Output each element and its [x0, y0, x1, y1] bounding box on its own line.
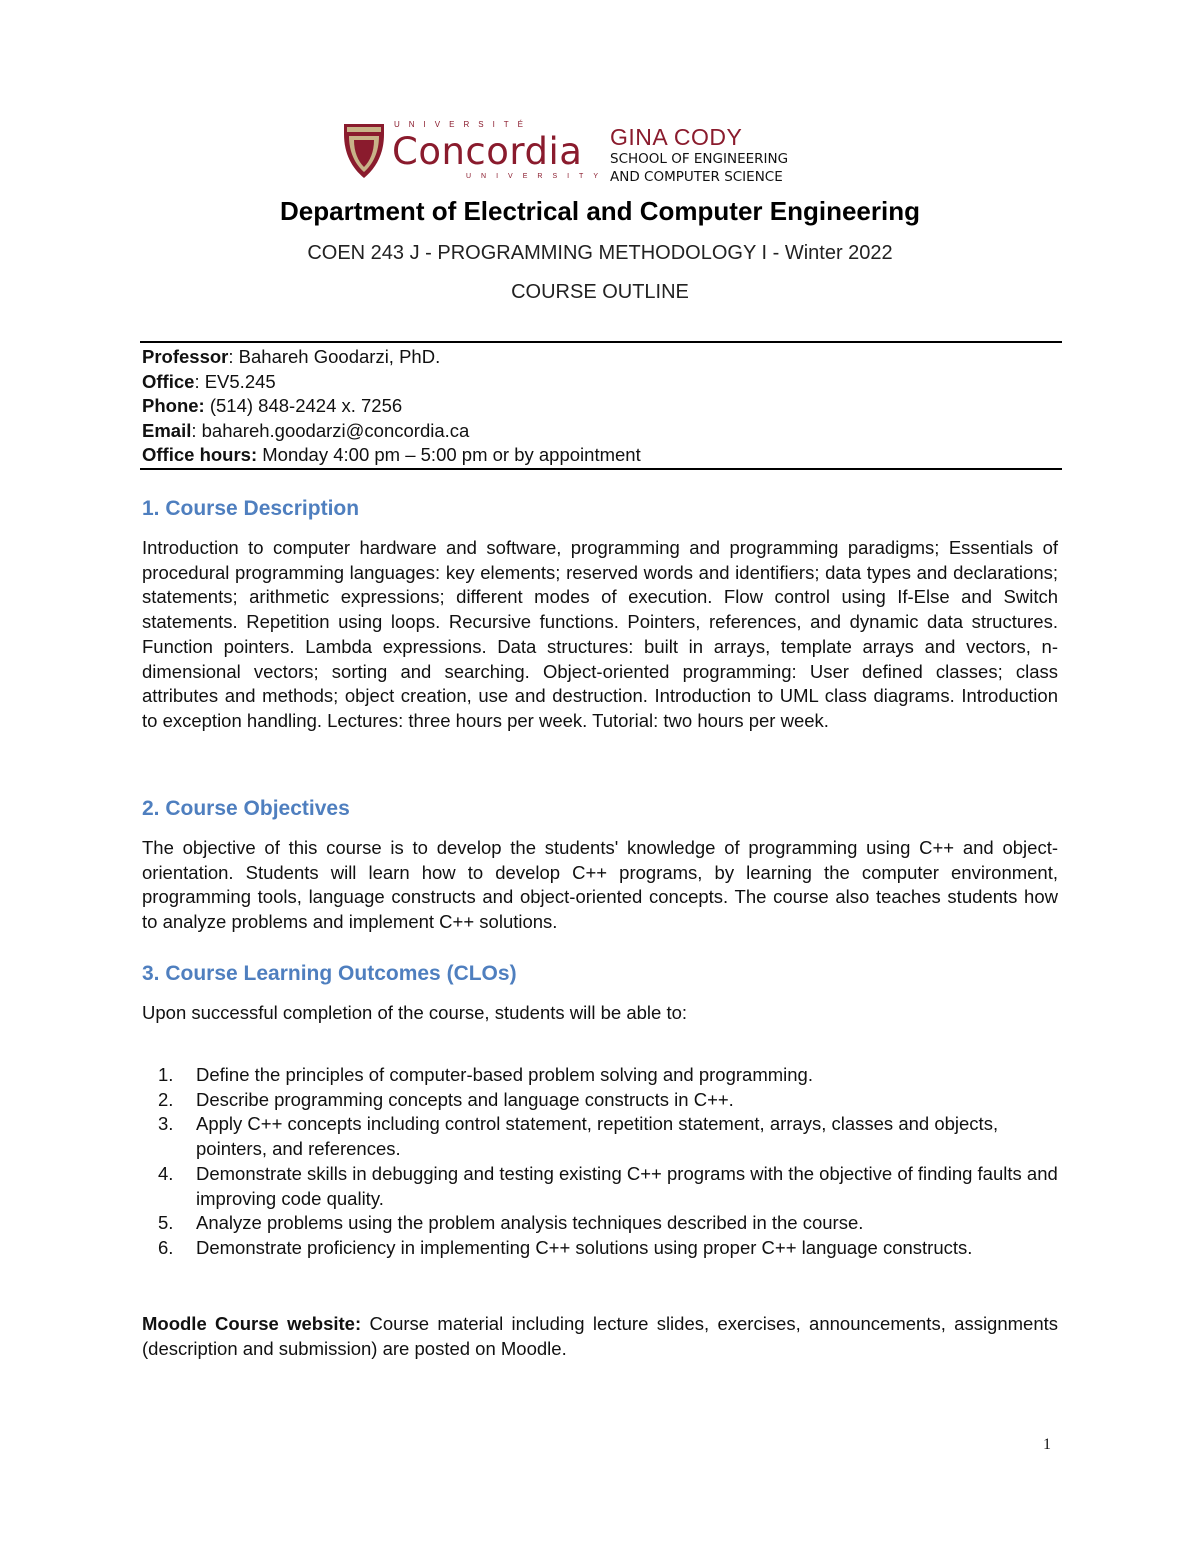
list-item [142, 1236, 1058, 1261]
section-heading-clos: 3. Course Learning Outcomes (CLOs) [142, 962, 517, 985]
office-line [142, 370, 641, 395]
list-item-text: Apply C++ concepts including control statement, repetition statement, arrays, classes and objects, pointers, and references. [196, 1113, 999, 1160]
list-item-text: Define the principles of computer-based problem solving and programming. [196, 1064, 813, 1085]
clos-intro: Upon successful completion of the course, students will be able to: [142, 1002, 688, 1023]
department-title: Department of Electrical and Computer Engineering [280, 196, 920, 226]
school-line-1: SCHOOL OF ENGINEERING [610, 151, 789, 167]
logo-universite: UNIVERSITÉ [394, 120, 533, 129]
phone-label: Phone: [142, 395, 205, 417]
list-item [142, 1112, 1058, 1161]
email-line [142, 419, 641, 444]
moodle-text: Course material including lecture slides, exercises, announcements, assignments (description and submission) are posted on Moodle. [142, 1313, 1059, 1359]
moodle-label: Moodle Course website: [142, 1313, 362, 1334]
professor-value: : Bahareh Goodarzi, PhD. [228, 346, 441, 367]
section-heading-description: 1. Course Description [142, 497, 360, 520]
list-item-number: 5. [158, 1212, 174, 1234]
logo-wordmark: Concordia [392, 130, 583, 173]
list-item-number: 3. [158, 1113, 174, 1135]
list-item [142, 1088, 1058, 1113]
list-item-text: Describe programming concepts and language constructs in C++. [196, 1088, 734, 1110]
list-item-number: 6. [158, 1236, 174, 1258]
list-item [142, 1162, 1058, 1211]
phone-line [142, 394, 641, 419]
school-title: GINA CODY [610, 124, 743, 150]
list-item-text: Demonstrate skills in debugging and testing existing C++ programs with the objective of finding faults and improving code quality. [196, 1162, 1058, 1209]
contact-top-rule [140, 341, 1062, 343]
section-heading-objectives: 2. Course Objectives [142, 797, 350, 820]
school-line-2: AND COMPUTER SCIENCE [610, 169, 783, 185]
office-hours-value: Monday 4:00 pm – 5:00 pm or by appointment [257, 444, 641, 466]
office-hours-label: Office hours: [142, 444, 258, 466]
professor-label: Professor [142, 346, 229, 367]
list-item-text: Demonstrate proficiency in implementing C++ solutions using proper C++ language constructs. [196, 1236, 973, 1258]
office-hours-line [142, 443, 641, 468]
moodle-note [142, 1312, 1058, 1361]
contact-bottom-rule [140, 468, 1062, 470]
course-objectives-text: The objective of this course is to develop the students' knowledge of programming using C++ and object-orientation. Students will learn how to develop C++ programs, by learning the computer environment, programming tools, language constructs and object-oriented concepts. The course also teaches students how to analyze problems and implement C++ solutions. [142, 837, 1058, 933]
page-number: 1 [1043, 1436, 1051, 1453]
phone-value: (514) 848-2424 x. 7256 [204, 395, 403, 417]
course-title: COEN 243 J - PROGRAMMING METHODOLOGY I - Winter 2022 [307, 242, 893, 264]
document-type: COURSE OUTLINE [511, 281, 689, 303]
list-item-number: 1. [158, 1064, 174, 1085]
list-item [142, 1211, 1058, 1236]
logo-university: UNIVERSITY [466, 173, 609, 180]
contact-info [142, 345, 641, 468]
office-label: Office [142, 370, 195, 392]
email-value[interactable]: : bahareh.goodarzi@concordia.ca [191, 419, 470, 441]
concordia-crest-icon [342, 122, 386, 180]
professor-line [142, 345, 641, 370]
office-value: : EV5.245 [194, 370, 276, 392]
list-item [142, 1063, 1058, 1088]
clos-list [142, 1063, 1058, 1261]
email-label: Email [142, 419, 192, 441]
course-description-text: Introduction to computer hardware and software, programming and programming paradigms; Essentials of procedural programming languages: key elements; reserved words and identifiers; data types and declarations; statements; arithmetic expressions; different modes of execution. Flow control using If-Else and Switch statements. Repetition using loops. Recursive functions. Pointers, references, and dynamic data structures. Function pointers. Lambda expressions. Data structures: built in arrays, template arrays and vectors, n-dimensional vectors; sorting and searching. Object-oriented programming: User defined classes; class attributes and methods; object creation, use and destruction. Introduction to UML class diagrams. Introduction to exception handling. Lectures: three hours per week. Tutorial: two hours per week. [142, 537, 1058, 731]
university-logo [342, 118, 822, 188]
list-item-number: 4. [158, 1162, 174, 1184]
list-item-text: Analyze problems using the problem analysis techniques described in the course. [196, 1212, 864, 1234]
list-item-number: 2. [158, 1088, 174, 1110]
